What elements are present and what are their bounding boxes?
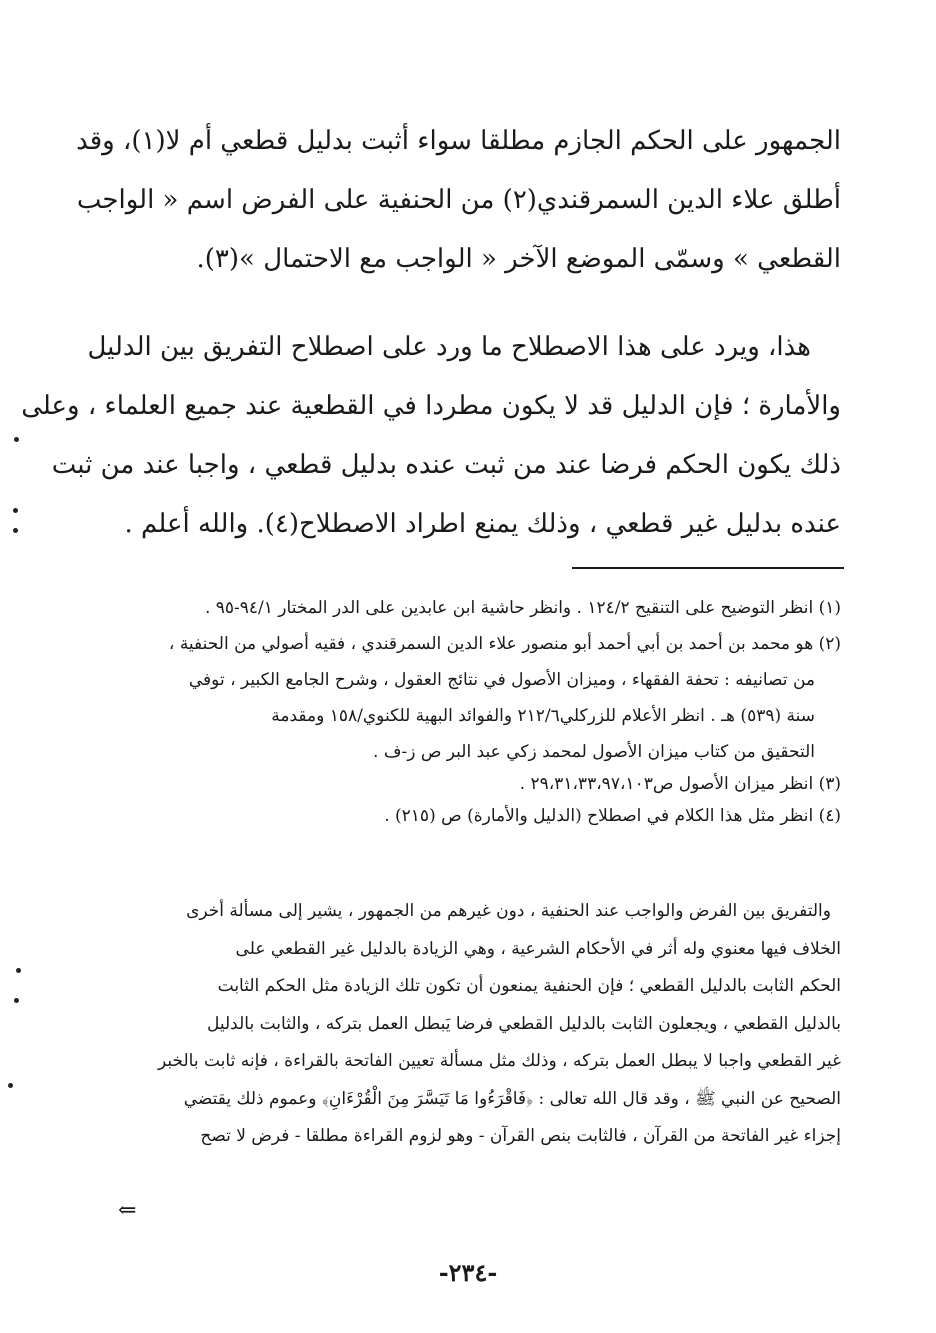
footnote-1: (١) انظر التوضيح على التنقيح ١٢٤/٢ . وانظر حاشية ابن عابدين على الدر المختار ٩٤/١-٩٥ . (204, 598, 841, 618)
continue-arrow-icon: ⇐ (118, 1198, 137, 1223)
margin-speck (14, 998, 19, 1003)
main-text-line: هذا، ويرد على هذا الاصطلاح ما ورد على اصطلاح التفريق بين الدليل (87, 332, 811, 362)
footnote-body-line: إجزاء غير الفاتحة من القرآن ، فالثابت بنص القرآن - وهو لزوم القراءة مطلقا - فرض لا تصح (200, 1126, 841, 1146)
footnote-4-body (96, 893, 841, 1156)
main-text-line: ذلك يكون الحكم فرضا عند من ثبت عنده بدليل قطعي ، واجبا عند من ثبت (51, 450, 841, 480)
footnote-body-line: الصحيح عن النبي ﷺ ، وقد قال الله تعالى : ﴿فَاقْرَءُوا مَا تَيَسَّرَ مِنَ الْقُرْءَانِ﴾ وعموم ذلك يقتضي (183, 1088, 841, 1109)
footnote-separator (572, 567, 844, 569)
page-number: -٢٣٤- (438, 1258, 498, 1287)
footnote-2-continuation: سنة (٥٣٩) هـ . انظر الأعلام للزركلي٢١٢/٦ والفوائد البهية للكنوي/١٥٨ ومقدمة (271, 706, 815, 726)
main-text-line: أطلق علاء الدين السمرقندي(٢) من الحنفية على الفرض اسم « الواجب (76, 185, 841, 215)
footnote-4: (٤) انظر مثل هذا الكلام في اصطلاح (الدليل والأمارة) ص (٢١٥) . (384, 806, 841, 826)
footnote-body-line: الخلاف فيها معنوي وله أثر في الأحكام الشرعية ، وهي الزيادة بالدليل غير القطعي على (235, 938, 841, 959)
main-text-line: عنده بدليل غير قطعي ، وذلك يمنع اطراد الاصطلاح(٤). والله أعلم . (124, 509, 841, 539)
footnote-body-line: غير القطعي واجبا لا يبطل العمل بتركه ، وذلك مثل مسألة تعيين الفاتحة بالقراءة ، فإنه ثابت بالخبر (158, 1051, 841, 1071)
footnote-2-continuation: من تصانيفه : تحفة الفقهاء ، وميزان الأصول في نتائج العقول ، وشرح الجامع الكبير ، توفي (188, 670, 815, 690)
footnote-2: (٢) هو محمد بن أحمد بن أبي أحمد أبو منصور علاء الدين السمرقندي ، فقيه أصولي من الحنفية ، (168, 634, 841, 654)
margin-speck (13, 528, 18, 533)
footnotes (91, 590, 841, 834)
margin-speck (8, 1083, 13, 1088)
main-text-line: القطعي » وسمّى الموضع الآخر « الواجب مع الاحتمال »(٣). (196, 244, 841, 274)
main-paragraph-2 (21, 318, 841, 554)
footnote-body-line: والتفريق بين الفرض والواجب عند الحنفية ، دون غيرهم من الجمهور ، يشير إلى مسألة أخرى (186, 901, 831, 921)
margin-speck (16, 968, 21, 973)
main-text-line: والأمارة ؛ فإن الدليل قد لا يكون مطردا في القطعية عند جميع العلماء ، وعلى (21, 391, 841, 421)
footnote-2-continuation: التحقيق من كتاب ميزان الأصول لمحمد زكي عبد البر ص ز-ف . (373, 742, 815, 762)
main-paragraph-1 (76, 112, 841, 289)
footnote-body-line: الحكم الثابت بالدليل القطعي ؛ فإن الحنفية يمنعون أن تكون تلك الزيادة مثل الحكم الثابت (217, 976, 841, 996)
footnote-body-line: بالدليل القطعي ، ويجعلون الثابت بالدليل القطعي فرضا يَبطل العمل بتركه ، والثابت بالدليل (206, 1013, 841, 1034)
main-text-line: الجمهور على الحكم الجازم مطلقا سواء أثبت بدليل قطعي أم لا(١)، وقد (76, 126, 841, 156)
margin-speck (14, 437, 19, 442)
footnote-3: (٣) انظر ميزان الأصول ص٢٩،٣١،٣٣،٩٧،١٠٣ . (519, 774, 841, 794)
margin-speck (13, 508, 18, 513)
